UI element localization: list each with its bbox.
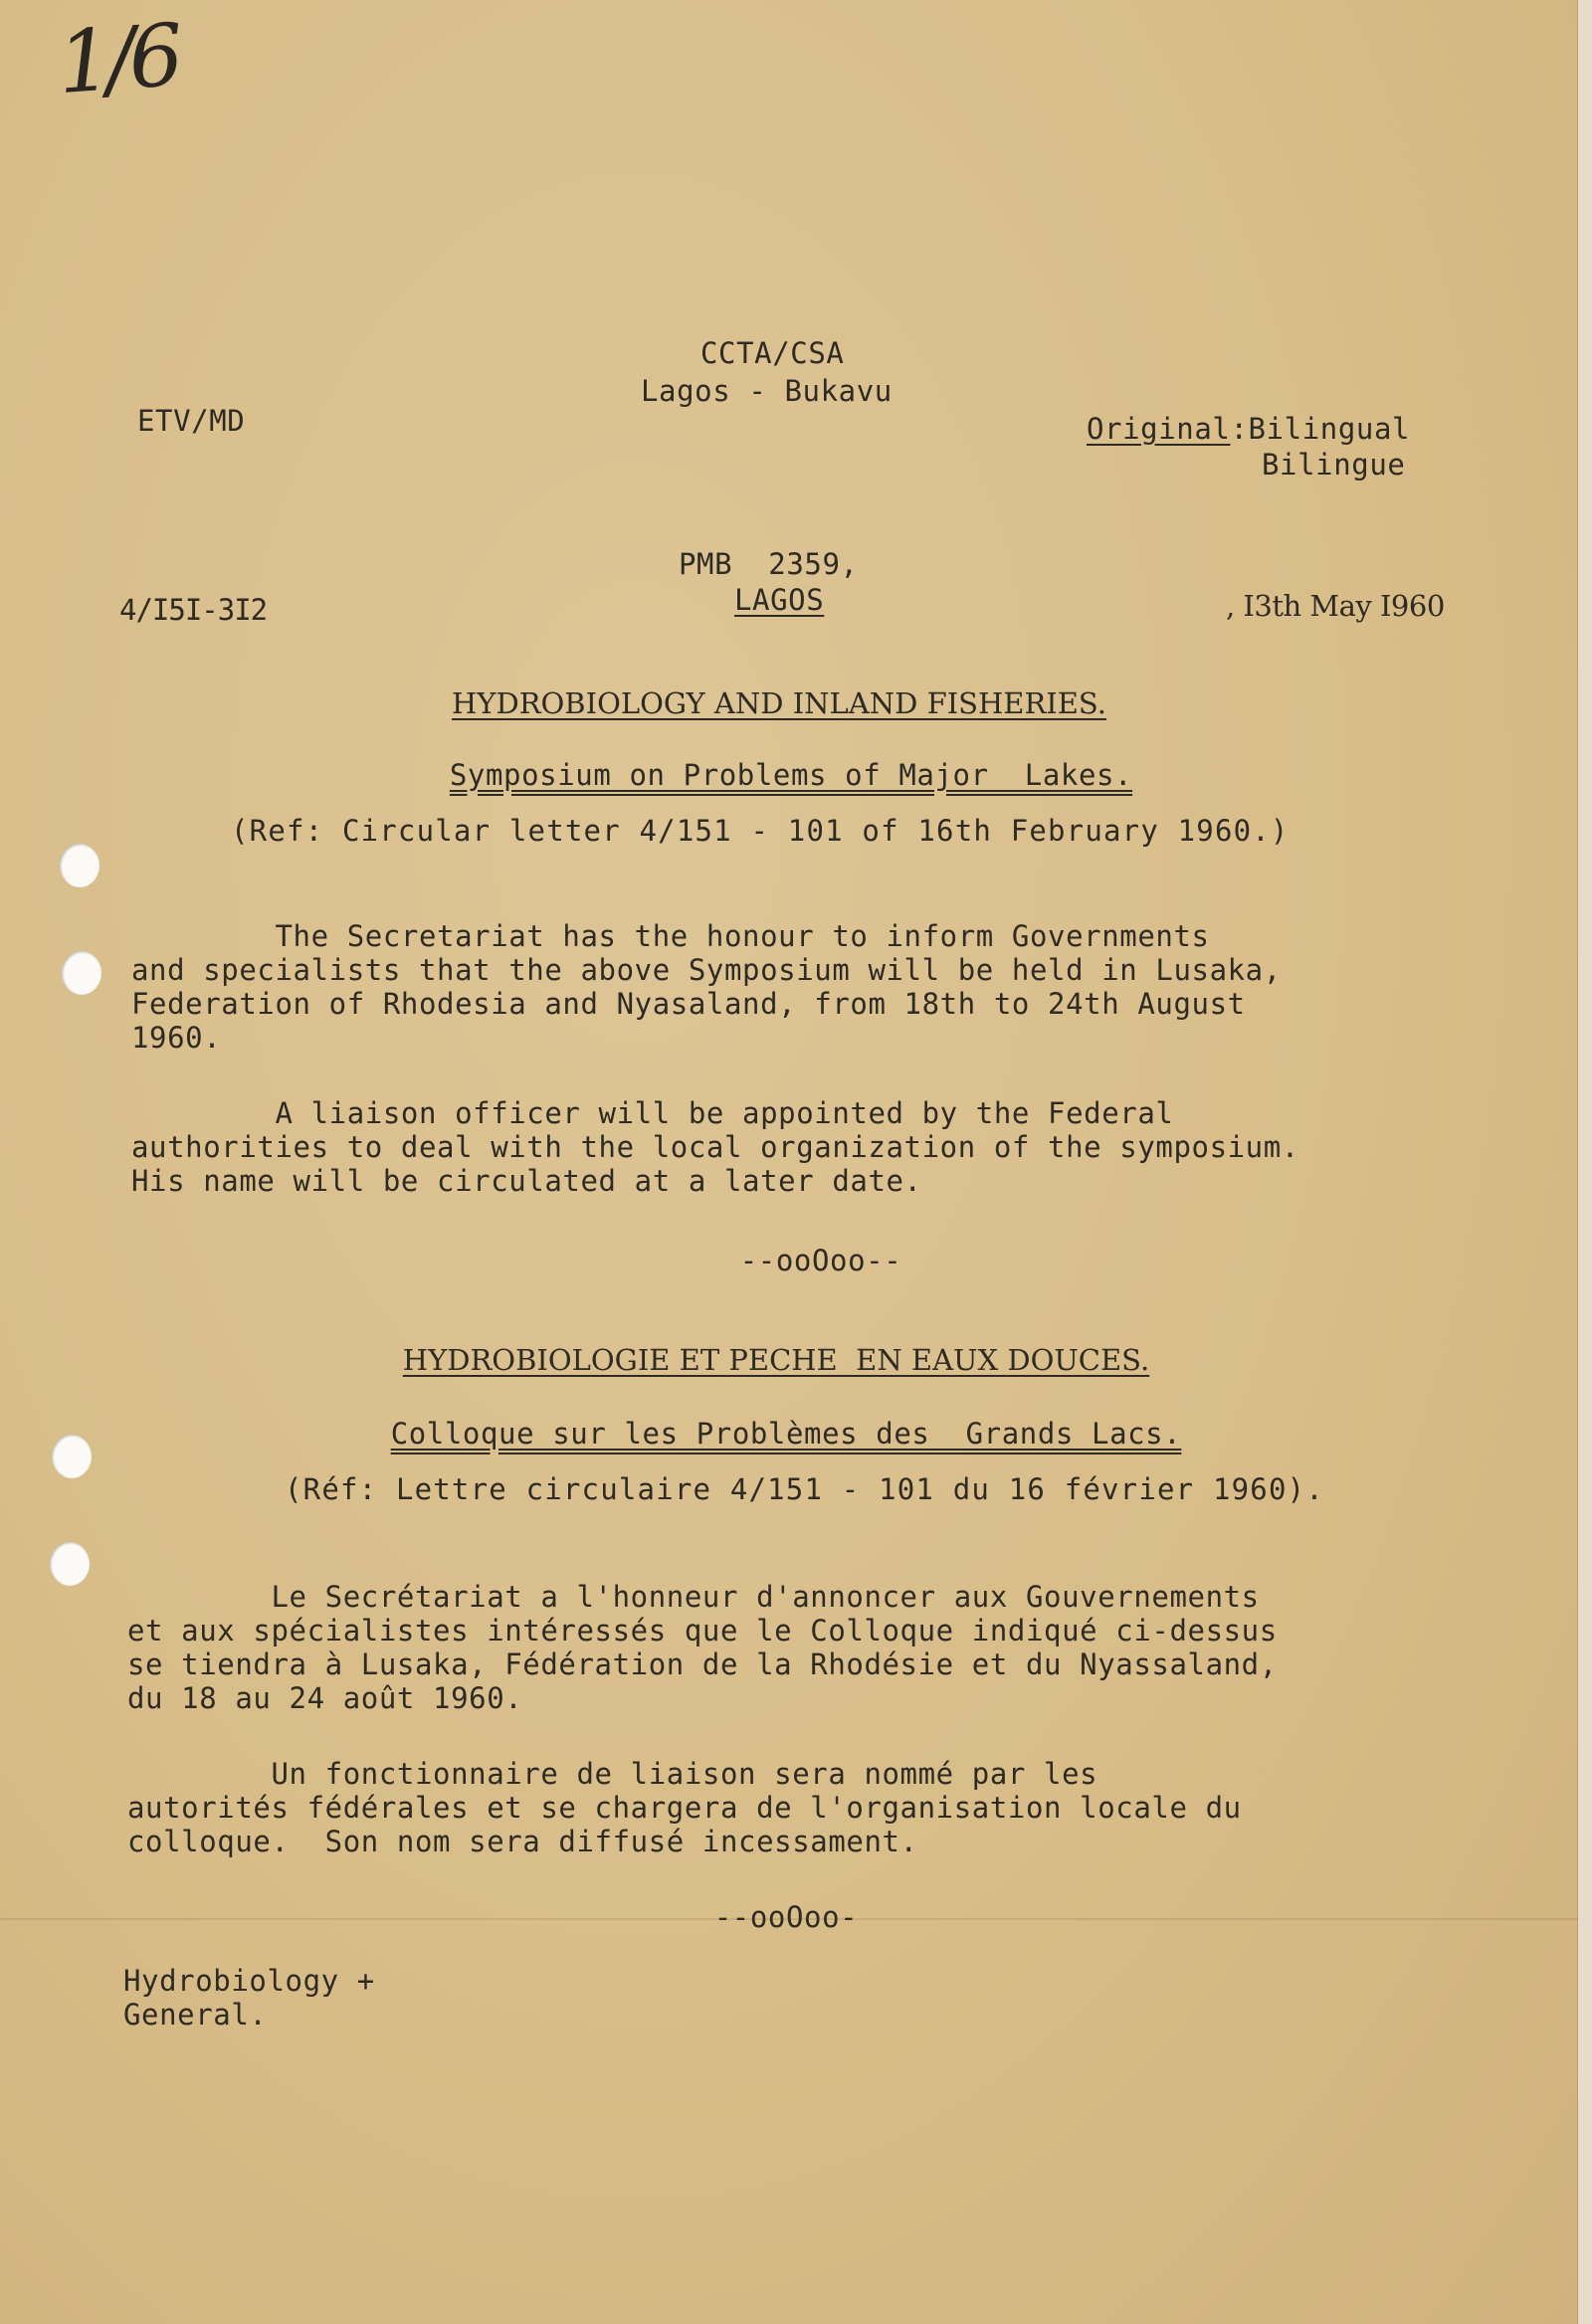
french-subtitle: Colloque sur les Problèmes des Grands Lacs. — [390, 1417, 1182, 1451]
punch-hole — [62, 951, 101, 995]
org-cities: Lagos - Bukavu — [641, 374, 893, 408]
handwritten-mark: 1/6 — [54, 5, 181, 114]
french-reference: (Réf: Lettre circulaire 4/151 - 101 du 16 février 1960). — [285, 1472, 1324, 1506]
paper-edge — [1577, 0, 1592, 2324]
original-language-fr: Bilingue — [1262, 448, 1406, 482]
english-title: HYDROBIOLOGY AND INLAND FISHERIES. — [452, 686, 1106, 720]
french-title: HYDROBIOLOGIE ET PECHE EN EAUX DOUCES. — [402, 1343, 1150, 1377]
letter-date: , I3th May I960 — [1226, 589, 1445, 623]
city-lagos: LAGOS — [734, 583, 825, 617]
original-language — [1087, 412, 1410, 447]
punch-hole — [50, 1542, 90, 1586]
punch-hole — [60, 844, 100, 887]
french-paragraph-1: Le Secrétariat a l'honneur d'annoncer aux Gouvernements et aux spécialistes intéressés que le Colloque indiqué ci-dessus se tiendra à Lusaka, Fédération de la Rhodésie et du Nyassaland, du 18 au 24 août 1960. — [127, 1580, 1278, 1715]
file-reference: 4/I5I-3I2 — [119, 593, 268, 627]
original-value: :Bilingual — [1230, 412, 1411, 446]
ref-initials: ETV/MD — [137, 404, 246, 438]
french-paragraph-2: Un fonctionnaire de liaison sera nommé par les autorités fédérales et se chargera de l'organisation locale du colloque. Son nom sera diffusé incessament. — [127, 1757, 1242, 1858]
french-separator: --ooOoo- — [713, 1900, 859, 1934]
english-paragraph-1: The Secretariat has the honour to inform Governments and specialists that the above Symposium will be held in Lusaka, Federation of Rhodesia and Nyasaland, from 18th to 24th August 1960. — [131, 919, 1282, 1055]
distribution-list: Hydrobiology + General. — [123, 1964, 375, 2032]
english-paragraph-2: A liaison officer will be appointed by the Federal authorities to deal with the local organization of the symposium. His name will be circulated at a later date. — [131, 1096, 1299, 1198]
pmb-address: PMB 2359, — [679, 547, 859, 581]
english-subtitle: Symposium on Problems of Major Lakes. — [449, 758, 1133, 792]
english-separator: --ooOoo-- — [739, 1244, 902, 1277]
org-name: CCTA/CSA — [700, 336, 845, 370]
english-reference: (Ref: Circular letter 4/151 - 101 of 16th February 1960.) — [231, 814, 1290, 848]
original-label: Original — [1087, 412, 1231, 446]
